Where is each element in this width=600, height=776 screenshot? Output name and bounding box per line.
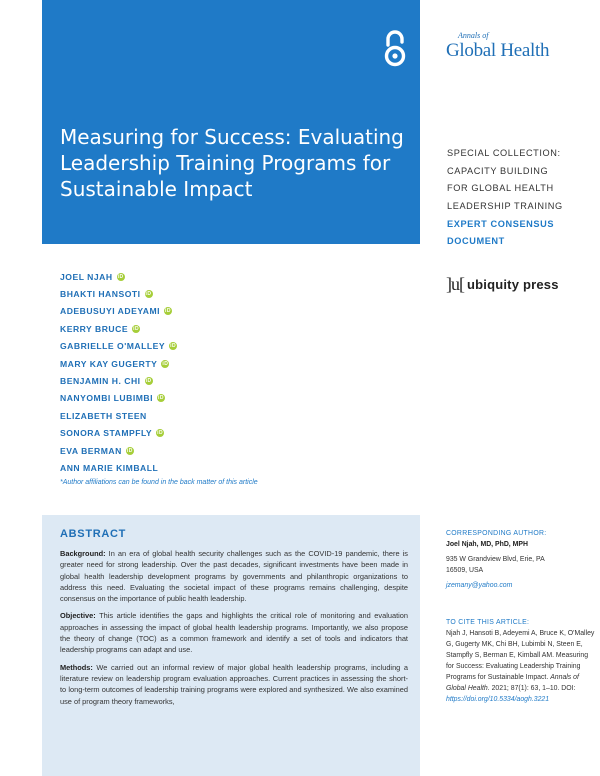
cite-authors: Njah J, Hansoti B, Adeyemi A, Bruce K, O'Malley G, Gugerty MK, Chi BH, Lubimbi N, Steen E, Stampfly S, Berman E, Kimball AM. Measuring for Success: Evaluating Leadership Training Programs for Sustainable Impact. <box>446 630 595 681</box>
author-name: EVA BERMAN <box>60 445 122 456</box>
collection-line: SPECIAL COLLECTION: <box>447 148 561 158</box>
article-title: Measuring for Success: Evaluating Leadership Training Programs for Sustainable Impact <box>60 125 404 201</box>
journal-logo: Global Health <box>446 40 550 61</box>
author-name: NANYOMBI LUBIMBI <box>60 393 153 404</box>
author-item <box>60 407 177 424</box>
abstract-background <box>60 548 408 604</box>
section-text: This article identifies the gaps and highlights the critical role of monitoring and evaluation approaches in assessing the impact of global health leadership programs. Importantly, we also propose the theory of change (TOC) as a common framework and identify a set of tools and indicators that leadership programs can adapt and use. <box>60 611 408 655</box>
orcid-icon[interactable]: iD <box>145 291 152 298</box>
author-item <box>60 390 177 407</box>
author-name: BENJAMIN H. CHI <box>60 376 141 387</box>
journal-name-prefix: Annals of <box>458 31 489 40</box>
collection-line: LEADERSHIP TRAINING <box>447 200 563 211</box>
citation-text <box>446 628 596 705</box>
author-item <box>60 355 177 372</box>
section-label: Objective: <box>60 611 96 621</box>
author-item <box>60 338 177 355</box>
author-name: JOEL NJAH <box>60 271 113 282</box>
author-name: MARY KAY GUGERTY <box>60 358 158 369</box>
orcid-icon[interactable]: iD <box>157 395 164 402</box>
cite-label: TO CITE THIS ARTICLE: <box>446 619 530 626</box>
document-type <box>447 216 597 250</box>
section-text: In an era of global health security challenges such as the COVID-19 pandemic, there is greater need for strong leadership. Over the past decades, significant investments have been made in global health leadership development programs by governments and philanthropic organizations to address this need. Evaluating the societal impact of these programs remains challenging, despite consensus on the importance of public health leadership. <box>60 549 408 604</box>
orcid-icon[interactable]: iD <box>157 430 164 437</box>
author-item <box>60 442 177 459</box>
author-item <box>60 285 177 302</box>
abstract-methods <box>60 662 408 707</box>
cite-details: 2021; 87(1): 63, 1–10. DOI: <box>489 685 576 692</box>
orcid-icon[interactable]: iD <box>117 273 124 280</box>
cite-doi-link[interactable]: https://doi.org/10.5334/aogh.3221 <box>446 696 550 703</box>
abstract-objective <box>60 610 408 655</box>
publisher-name: ubiquity press <box>467 277 559 292</box>
author-list <box>60 268 177 477</box>
author-name: ADEBUSUYI ADEYAMI <box>60 306 161 317</box>
corresponding-label: CORRESPONDING AUTHOR: <box>446 530 547 537</box>
author-item <box>60 459 177 476</box>
corresponding-email[interactable]: jzemany@yahoo.com <box>446 582 513 589</box>
orcid-icon[interactable]: iD <box>126 447 133 454</box>
doctype-line: DOCUMENT <box>447 236 505 246</box>
orcid-icon[interactable]: iD <box>145 378 152 385</box>
publisher-mark: ]u[ <box>446 274 464 294</box>
citation-block <box>446 617 596 705</box>
collection-line: CAPACITY BUILDING <box>447 165 549 176</box>
open-access-icon <box>382 28 408 68</box>
doctype-line: EXPERT CONSENSUS <box>447 219 555 229</box>
author-name: SONORA STAMPFLY <box>60 428 153 439</box>
author-name: ANN MARIE KIMBALL <box>60 462 159 473</box>
author-item <box>60 320 177 337</box>
author-name: BHAKTI HANSOTI <box>60 289 141 300</box>
author-name: GABRIELLE O'MALLEY <box>60 341 166 352</box>
orcid-icon[interactable]: iD <box>170 343 177 350</box>
author-item <box>60 372 177 389</box>
orcid-icon[interactable]: iD <box>133 325 140 332</box>
section-text: We carried out an informal review of major global health leadership programs, including a literature review on leadership program evaluation approaches. Current practices in assessing the short- to long-term outcomes of leadership training programs were explored and synthesized. We also examined use of program theory frameworks, <box>60 662 408 706</box>
author-item <box>60 303 177 320</box>
section-label: Background: <box>60 549 106 558</box>
abstract-heading: ABSTRACT <box>60 528 127 540</box>
author-name: ELIZABETH STEEN <box>60 410 147 421</box>
cite-journal: Annals of Global Health. <box>446 674 579 692</box>
orcid-icon[interactable]: iD <box>165 308 172 315</box>
collection-line: FOR GLOBAL HEALTH <box>447 183 554 193</box>
author-item <box>60 268 177 285</box>
corresponding-address: 935 W Grandview Blvd, Erie, PA <box>446 556 545 563</box>
corresponding-address: 16509, USA <box>446 567 484 574</box>
corresponding-author <box>446 528 596 591</box>
affiliation-note: *Author affiliations can be found in the back matter of this article <box>60 479 258 486</box>
publisher-logo <box>446 274 559 295</box>
section-label: Methods: <box>60 662 93 672</box>
author-item <box>60 425 177 442</box>
orcid-icon[interactable]: iD <box>162 360 169 367</box>
special-collection <box>447 145 597 215</box>
title-banner <box>42 0 420 244</box>
abstract-body <box>60 548 408 713</box>
corresponding-name: Joel Njah, MD, PhD, MPH <box>446 541 528 548</box>
author-name: KERRY BRUCE <box>60 323 129 334</box>
